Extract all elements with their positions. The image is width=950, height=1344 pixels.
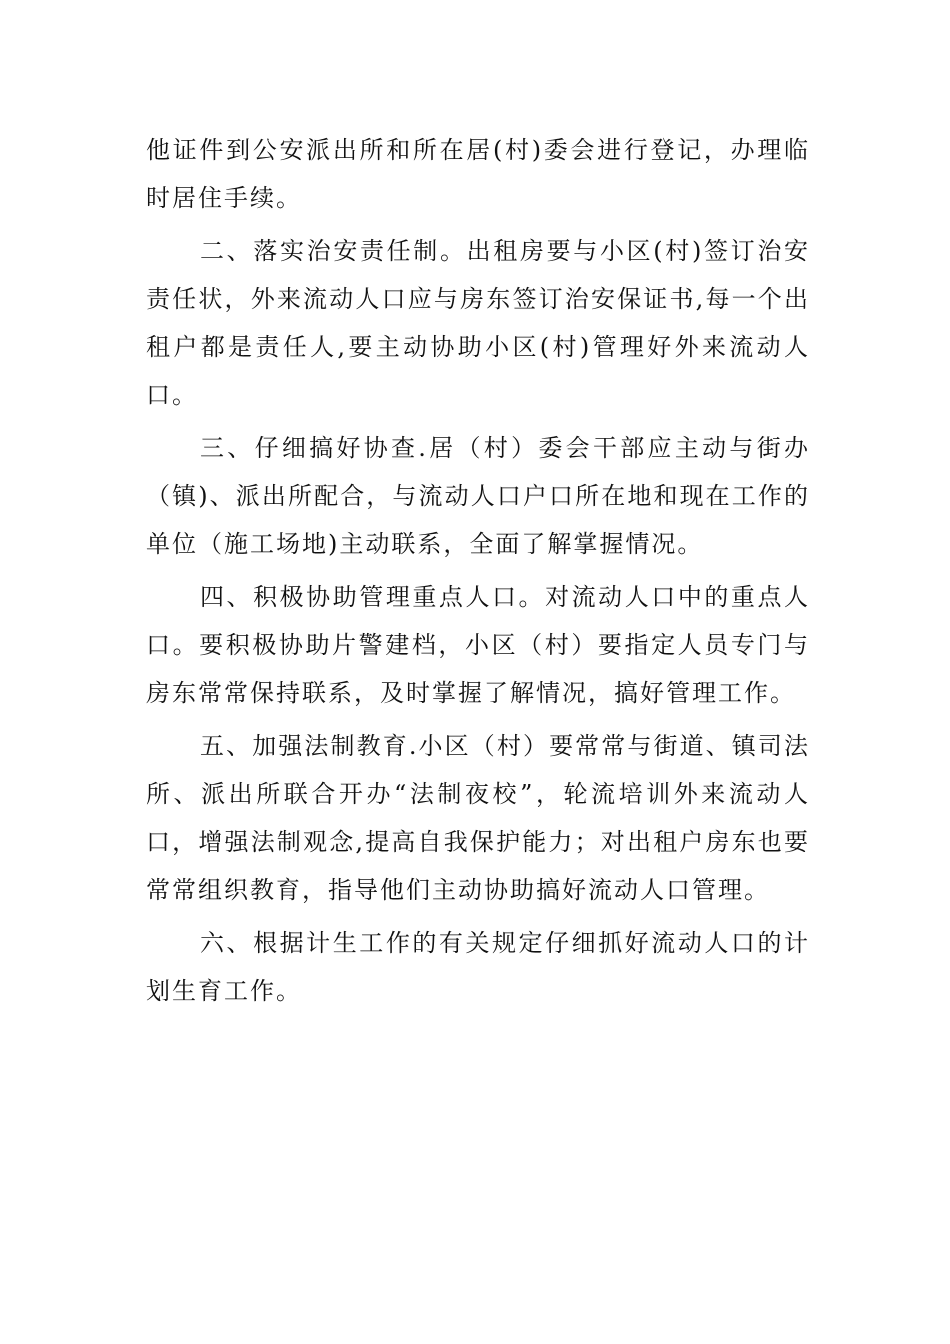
paragraph-legal-education: 五、加强法制教育.小区（村）要常常与街道、镇司法所、派出所联合开办“法制夜校”，轮流培训外来流动人口，增强法制观念,提高自我保护能力；对出租户房东也要常常组织教育，指导他们主动协助搞好流动人口管理。: [146, 732, 810, 904]
paragraph-continuation: 他证件到公安派出所和所在居(村)委会进行登记，办理临时居住手续。: [146, 136, 810, 212]
paragraph-security-responsibility: 二、落实治安责任制。出租房要与小区(村)签订治安责任状，外来流动人口应与房东签订治安保证书,每一个出租户都是责任人,要主动协助小区(村)管理好外来流动人口。: [146, 237, 810, 409]
document-body: [146, 126, 810, 1015]
paragraph-investigation: 三、仔细搞好协查.居（村）委会干部应主动与街办（镇)、派出所配合，与流动人口户口所在地和现在工作的单位（施工场地)主动联系，全面了解掌握情况。: [146, 434, 810, 558]
paragraph-key-population: 四、积极协助管理重点人口。对流动人口中的重点人口。要积极协助片警建档，小区（村）要指定人员专门与房东常常保持联系，及时掌握了解情况，搞好管理工作。: [146, 583, 810, 707]
paragraph-family-planning: 六、根据计生工作的有关规定仔细抓好流动人口的计划生育工作。: [146, 929, 810, 1005]
